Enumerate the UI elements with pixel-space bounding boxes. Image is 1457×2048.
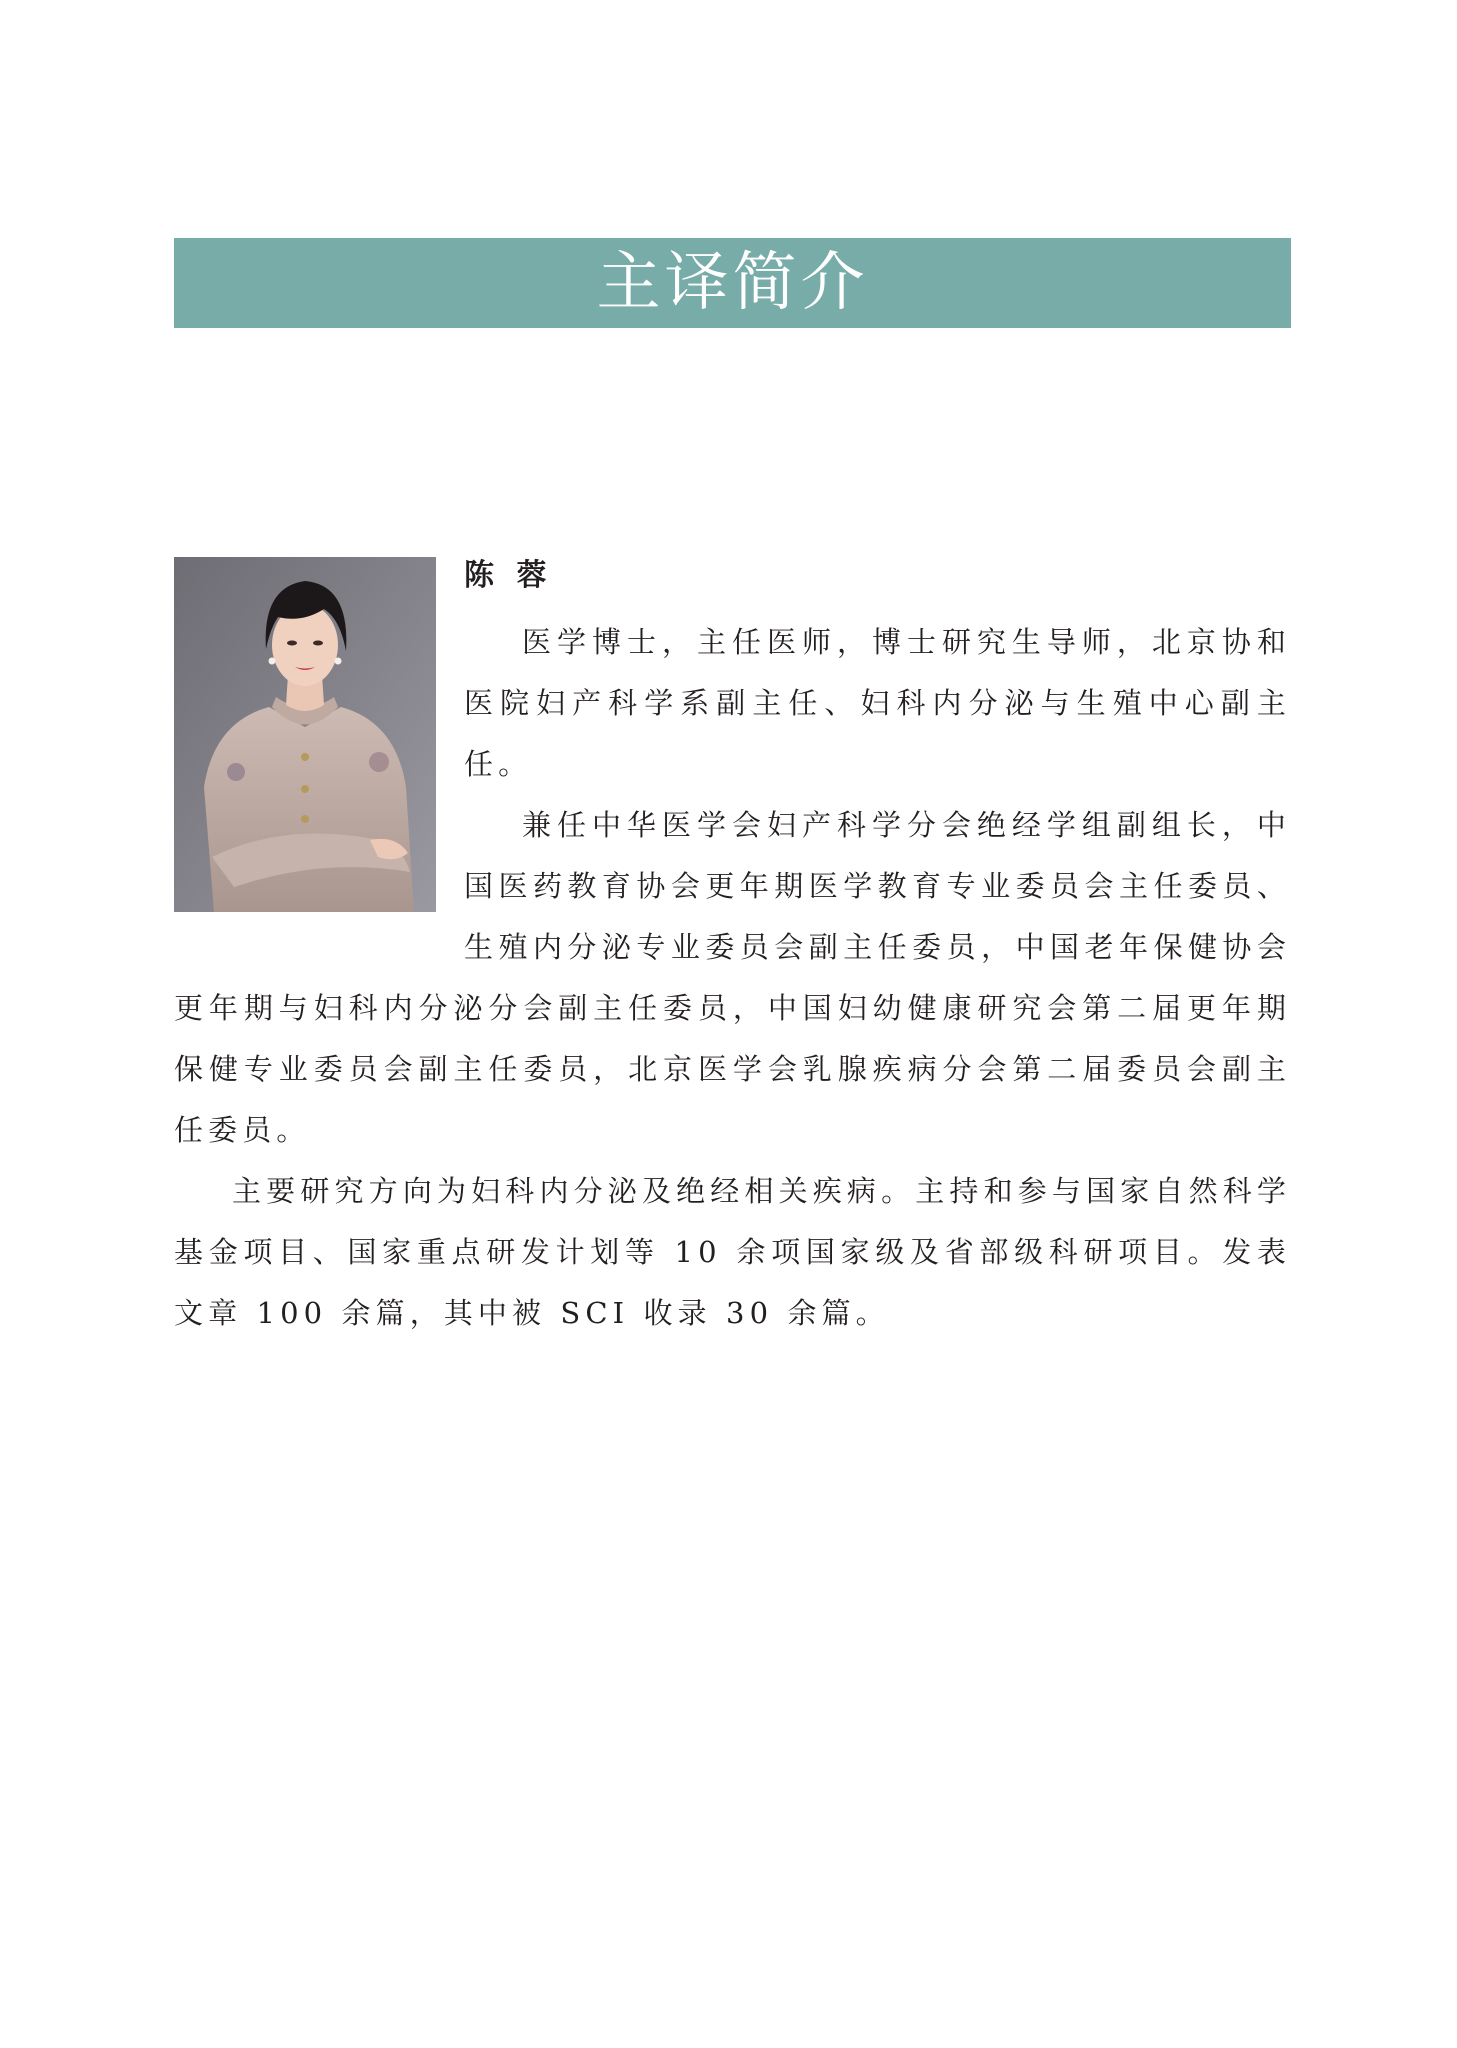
title-banner bbox=[174, 238, 1291, 328]
translator-name: 陈 蓉 bbox=[464, 558, 553, 593]
page-title: 主译简介 bbox=[596, 246, 869, 320]
profile-section bbox=[174, 552, 1291, 1344]
bio-paragraph-1: 医学博士，主任医师，博士研究生导师，北京协和医院妇产科学系副主任、妇科内分泌与生殖中心副主任。 bbox=[464, 625, 1291, 781]
bio-paragraph-2: 兼任中华医学会妇产科学分会绝经学组副组长，中国医药教育协会更年期医学教育专业委员会主任委员、生殖内分泌专业委员会副主任委员，中国老年保健协会更年期与妇科内分泌分会副主任委员，中国妇幼健康研究会第二届更年期保健专业委员会副主任委员，北京医学会乳腺疾病分会第二届委员会副主任委员。 bbox=[174, 808, 1291, 1147]
portrait-space bbox=[174, 552, 464, 922]
bio-paragraph-3: 主要研究方向为妇科内分泌及绝经相关疾病。主持和参与国家自然科学基金项目、国家重点研发计划等 10 余项国家级及省部级科研项目。发表文章 100 余篇，其中被 SCI 收录 30 余篇。 bbox=[174, 1174, 1291, 1330]
